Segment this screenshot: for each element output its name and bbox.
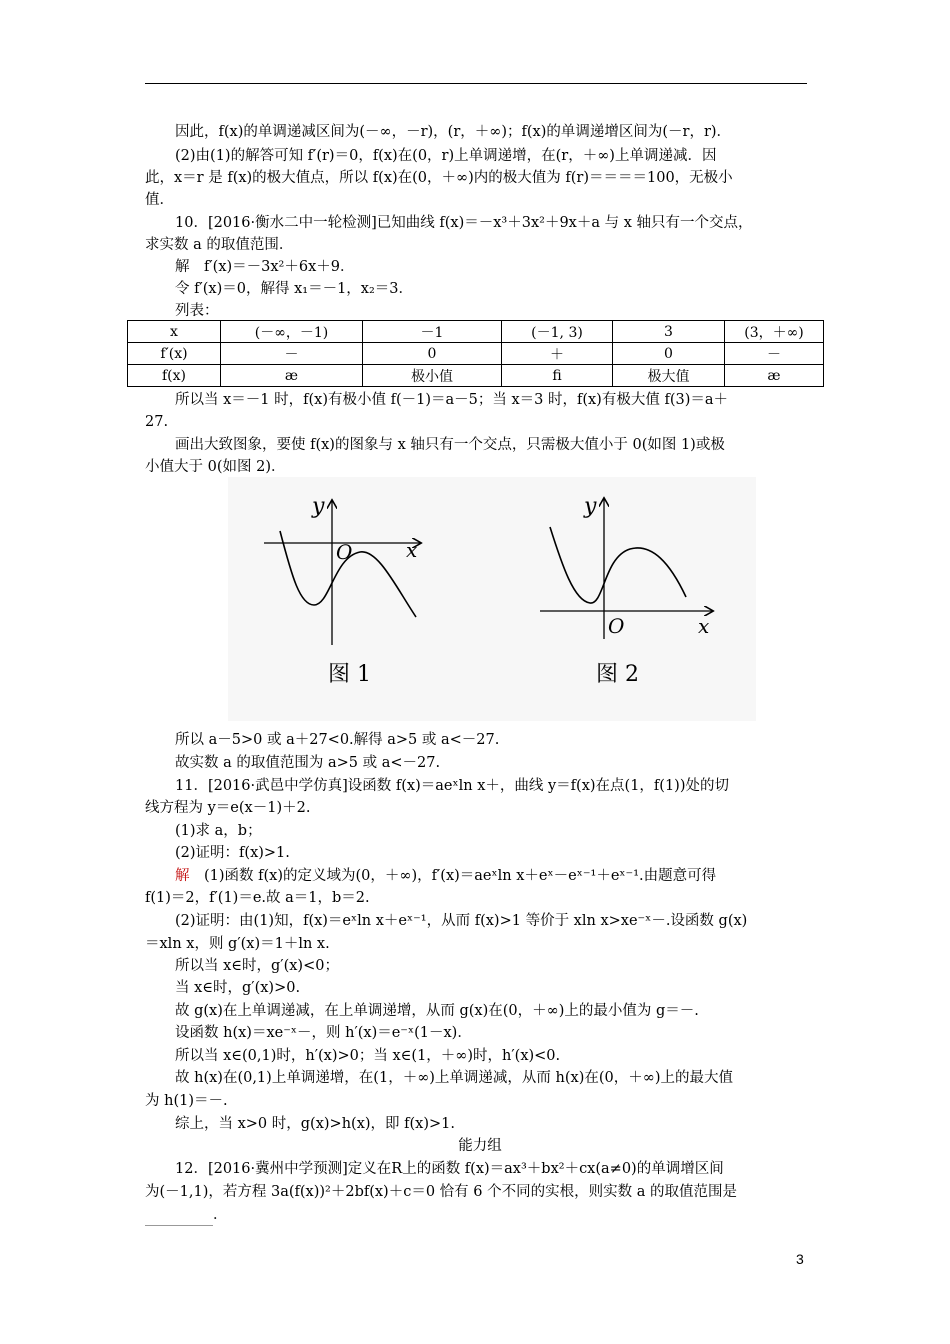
table-cell: æ — [221, 365, 363, 387]
text-line: 当 x∈时，g′(x)>0. — [175, 980, 301, 996]
table-cell: (3，＋∞) — [725, 321, 824, 343]
text-line: 值． — [145, 192, 174, 208]
fig2-caption: 图 2 — [596, 662, 639, 687]
solution-line — [145, 865, 845, 887]
table-row — [128, 365, 824, 387]
page-number: 3 — [796, 1251, 804, 1267]
text-line: 设函数 h(x)＝xe⁻ˣ－，则 h′(x)＝e⁻ˣ(1－x)． — [175, 1025, 472, 1041]
text-line: 故 h(x)在(0,1)上单调递增，在(1，＋∞)上单调递减，从而 h(x)在(0，＋∞)上的最大值 — [175, 1070, 733, 1086]
text-line: 为(－1,1)，若方程 3a(f(x))²＋2bf(x)＋c＝0 恰有 6 个不同的实根，则实数 a 的取值范围是 — [145, 1184, 737, 1200]
problem-11-line: 11．[2016·武邑中学仿真]设函数 f(x)＝aeˣln x＋，曲线 y＝f(x)在点(1，f(1))处的切 — [175, 778, 729, 794]
variation-table — [127, 320, 824, 387]
text-line: ＝xln x，则 g′(x)＝1＋ln x. — [145, 936, 330, 952]
text-line: 画出大致图象，要使 f(x)的图象与 x 轴只有一个交点，只需极大值小于 0(如图 1)或极 — [175, 437, 725, 453]
text-line: (2)证明：f(x)>1. — [175, 845, 290, 861]
text-line: 线方程为 y＝e(x－1)＋2. — [145, 800, 311, 816]
text-line: (1)求 a，b； — [175, 823, 262, 839]
text-line: 小值大于 0(如图 2)． — [145, 459, 286, 475]
text-line: (2)证明：由(1)知，f(x)＝eˣln x＋eˣ⁻¹，从而 f(x)>1 等价于 xln x>xe⁻ˣ－.设函数 g(x) — [175, 913, 748, 929]
text-line: 综上，当 x>0 时，g(x)>h(x)，即 f(x)>1. — [175, 1116, 455, 1132]
text-line: 所以当 x∈(0,1)时，h′(x)>0；当 x∈(1，＋∞)时，h′(x)<0. — [175, 1048, 561, 1064]
graph-figure — [228, 477, 756, 721]
answer-blank — [145, 1211, 213, 1226]
table-cell: 0 — [613, 343, 725, 365]
fig2-curve — [550, 527, 686, 603]
problem-10-line: 10．[2016·衡水二中一轮检测]已知曲线 f(x)＝－x³＋3x²＋9x＋a 与 x 轴只有一个交点， — [175, 215, 753, 231]
table-cell: f(x) — [128, 365, 221, 387]
table-cell: ＋ — [502, 343, 613, 365]
answer-blank-line — [145, 1204, 815, 1226]
text-line: 所以 a－5>0 或 a＋27<0.解得 a>5 或 a<－27. — [175, 732, 500, 748]
text-line: 此，x＝r 是 f(x)的极大值点，所以 f(x)在(0，＋∞)内的极大值为 f(r)＝＝＝＝100，无极小 — [145, 170, 733, 186]
text-line: 列表： — [175, 303, 219, 319]
table-cell: f′(x) — [128, 343, 221, 365]
text-line: 所以当 x＝－1 时，f(x)有极小值 f(－1)＝a－5；当 x＝3 时，f(x)有极大值 f(3)＝a＋ — [175, 392, 729, 408]
table-cell: x — [128, 321, 221, 343]
problem-12-line: 12．[2016·冀州中学预测]定义在R上的函数 f(x)＝ax³＋bx²＋cx(a≠0)的单调增区间 — [175, 1161, 724, 1177]
table-cell: 0 — [363, 343, 502, 365]
table-cell: 3 — [613, 321, 725, 343]
solution-marker: 解 — [175, 868, 190, 884]
table-cell: ﬁ — [502, 365, 613, 387]
table-cell: －1 — [363, 321, 502, 343]
text-line: (2)由(1)的解答可知 f′(r)＝0，f(x)在(0，r)上单调递增，在(r，＋∞)上单调递减．因 — [175, 148, 717, 164]
text-end: ． — [213, 1207, 228, 1223]
text-line: 故 g(x)在上单调递减，在上单调递增，从而 g(x)在(0，＋∞)上的最小值为 g＝－. — [175, 1003, 699, 1019]
table-cell: － — [221, 343, 363, 365]
text-line: 为 h(1)＝－. — [145, 1093, 228, 1109]
fig2-y-label: y — [584, 494, 597, 519]
table-cell: (－∞，－1) — [221, 321, 363, 343]
table-row — [128, 321, 824, 343]
fig1-y-label: y — [312, 494, 325, 519]
table-cell: æ — [725, 365, 824, 387]
fig2-origin-label: O — [608, 614, 625, 638]
text-line: 因此，f(x)的单调递减区间为(－∞，－r)，(r，＋∞)；f(x)的单调递增区间为(－r，r)． — [175, 124, 732, 140]
header-rule — [145, 83, 807, 84]
fig1-caption: 图 1 — [328, 662, 371, 687]
fig2-x-label: x — [698, 614, 710, 638]
table-row — [128, 343, 824, 365]
text-line: 故实数 a 的取值范围为 a>5 或 a<－27. — [175, 755, 441, 771]
text-line: 所以当 x∈时，g′(x)<0； — [175, 958, 339, 974]
text-line: 27. — [145, 414, 169, 430]
table-cell: 极大值 — [613, 365, 725, 387]
section-heading: 能力组 — [458, 1138, 502, 1154]
text-line: f(1)＝2，f′(1)＝e.故 a＝1，b＝2. — [145, 890, 370, 906]
solution-text: (1)函数 f(x)的定义域为(0，＋∞)，f′(x)＝aeˣln x＋eˣ－eˣ⁻¹＋eˣ⁻¹.由题意可得 — [189, 868, 717, 884]
text-line: 解 f′(x)＝－3x²＋6x＋9． — [175, 259, 355, 275]
table-cell: (－1, 3) — [502, 321, 613, 343]
table-cell: 极小值 — [363, 365, 502, 387]
fig1-origin-label: O — [336, 540, 353, 564]
fig1-x-label: x — [406, 538, 418, 562]
text-line: 求实数 a 的取值范围． — [145, 237, 294, 253]
text-line: 令 f′(x)＝0，解得 x₁＝－1，x₂＝3． — [175, 281, 414, 297]
table-cell: － — [725, 343, 824, 365]
graph-svg — [228, 477, 756, 721]
